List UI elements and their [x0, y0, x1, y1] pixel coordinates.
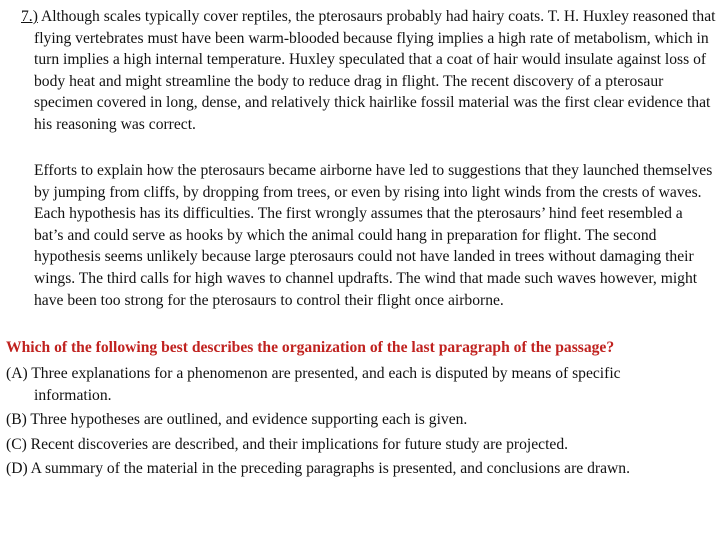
passage-paragraph-2: Efforts to explain how the pterosaurs became airborne have led to suggestions that they launched themselves by jumping from cliffs, by dropping from trees, or even by rising into light winds from the crests of waves. Each hypothesis has its difficulties. The first wrongly assumes that the pterosaurs’ hind feet resembled a bat’s and could serve as hooks by which the animal could hang in preparation for flight. The second hypothesis seems unlikely because large pterosaurs could not have landed in trees without damaging their wings. The third calls for high waves to channel updrafts. The wind that made such waves however, might have been too strong for the pterosaurs to control their flight once airborne.	[34, 162, 713, 309]
choice-d[interactable]: (D) A summary of the material in the preceding paragraphs is presented, and conclusions are drawn.	[6, 460, 630, 478]
question-stem: Which of the following best describes the organization of the last paragraph of the passage?	[6, 339, 615, 356]
choice-b[interactable]: (B) Three hypotheses are outlined, and evidence supporting each is given.	[6, 411, 468, 429]
question-number: 7.)	[21, 8, 38, 25]
choice-a[interactable]: (A) Three explanations for a phenomenon are presented, and each is disputed by means of specific information.	[6, 365, 621, 404]
passage-paragraph-1-text: Although scales typically cover reptiles, the pterosaurs probably had hairy coats. T. H. Huxley reasoned that flying vertebrates must have been warm-blooded because flying implies a high rate of metabolism, which in turn implies a high internal temperature. Huxley speculated that a coat of hair would insulate against loss of body heat and might streamline the body to reduce drag in flight. The recent discovery of a pterosaur specimen covered in long, dense, and relatively thick hairlike fossil material was the first clear evidence that his reasoning was correct.	[34, 8, 716, 133]
answer-choices	[6, 363, 696, 483]
passage-paragraph-1	[21, 6, 716, 136]
choice-c[interactable]: (C) Recent discoveries are described, and their implications for future study are projected.	[6, 435, 569, 453]
